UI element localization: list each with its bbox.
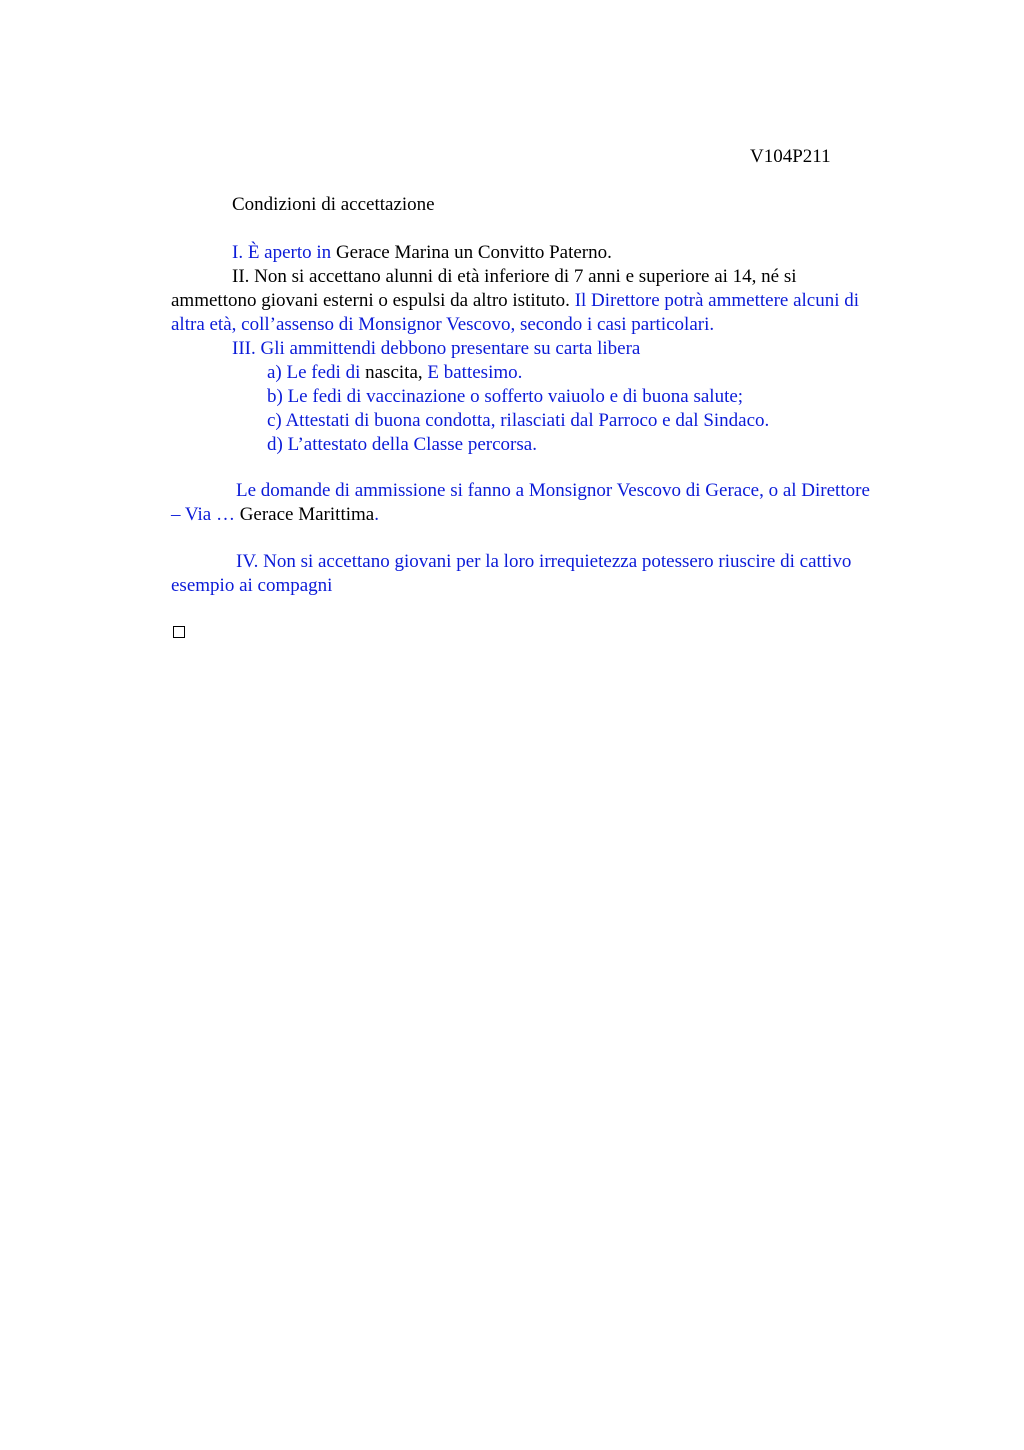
article-iv-section	[171, 550, 931, 598]
domande-line2b: Gerace Marittima	[239, 504, 375, 525]
checkbox[interactable]	[173, 626, 185, 638]
articles-section	[171, 241, 931, 457]
article-iii-intro: III. Gli ammittendi debbono presentare su carta libera	[232, 338, 641, 359]
domande-line2c: .	[374, 504, 379, 525]
article-ii-line1: II. Non si accettano alunni di età inferiore di 7 anni e superiore ai 14, né si	[232, 266, 797, 287]
domande-line1: Le domande di ammissione si fanno a Monsignor Vescovo di Gerace, o al Direttore	[236, 480, 870, 501]
article-iii-item-c: c) Attestati di buona condotta, rilasciati dal Parroco e dal Sindaco.	[267, 410, 770, 431]
article-iv-line2: esempio ai compagni	[171, 575, 333, 596]
document-heading: Condizioni di accettazione	[232, 194, 435, 215]
article-ii-line2b: Il Direttore potrà ammettere alcuni di	[574, 290, 860, 311]
item-a-part1: a) Le fedi di	[267, 362, 361, 383]
item-a-part2: nascita,	[360, 362, 428, 383]
article-ii-line2	[171, 289, 931, 313]
document-code: V104P211	[750, 146, 831, 167]
item-a-part3: E battesimo.	[427, 362, 523, 383]
domande-line2	[171, 503, 931, 527]
article-i	[171, 241, 931, 265]
domande-section	[171, 479, 931, 527]
article-ii-line3: altra età, coll’assenso di Monsignor Vescovo, secondo i casi particolari.	[171, 314, 715, 335]
article-iv-line1: IV. Non si accettano giovani per la loro irrequietezza potessero riuscire di cattivo	[236, 551, 852, 572]
article-iii-item-a	[171, 361, 931, 385]
article-ii-line2a: ammettono giovani esterni o espulsi da altro istituto.	[171, 290, 575, 311]
domande-line2a: – Via …	[171, 504, 240, 525]
article-i-part2: Gerace Marina un Convitto Paterno.	[331, 242, 612, 263]
article-iii-item-b: b) Le fedi di vaccinazione o sofferto vaiuolo e di buona salute;	[267, 386, 744, 407]
article-i-part1: I. È aperto in	[232, 242, 332, 263]
article-iii-item-d: d) L’attestato della Classe percorsa.	[267, 434, 537, 455]
